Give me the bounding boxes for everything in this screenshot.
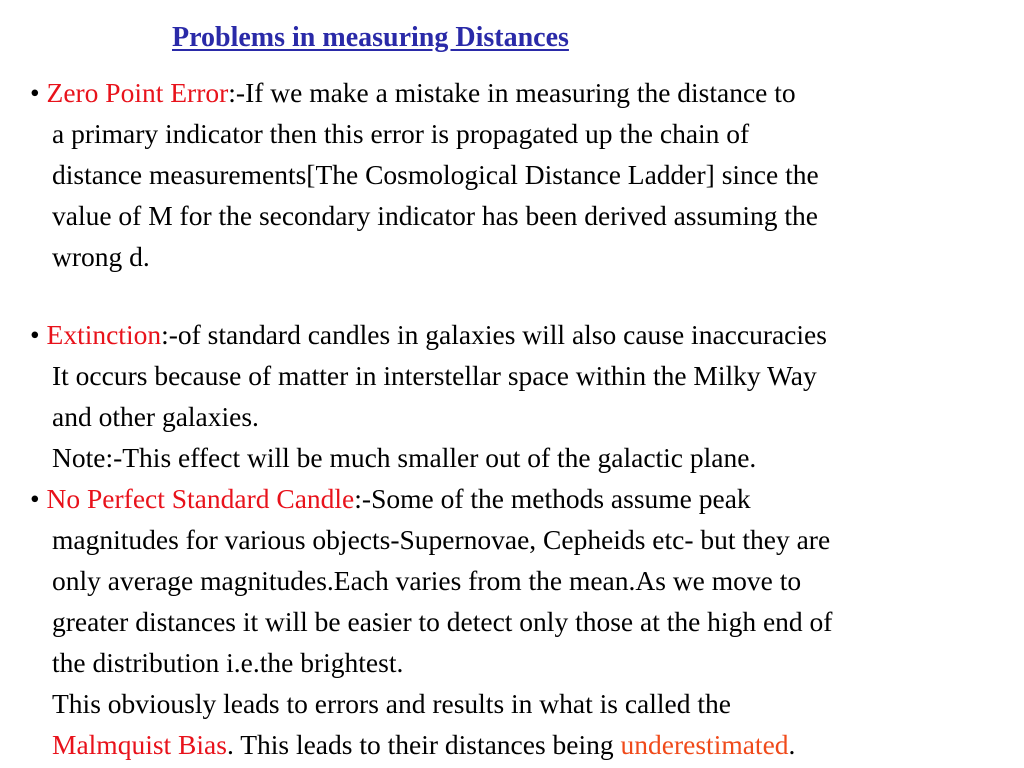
standard-candle-line: greater distances it will be easier to detect only those at the high end of <box>52 606 833 637</box>
zero-point-lead: :-If we make a mistake in measuring the distance to <box>228 77 796 108</box>
standard-candle-line: This obviously leads to errors and results in what is called the <box>52 688 731 719</box>
extinction-lead: :-of standard candles in galaxies will also cause inaccuracies <box>161 319 827 350</box>
standard-candle-line: only average magnitudes.Each varies from the mean.As we move to <box>52 565 802 596</box>
extinction-line: It occurs because of matter in interstellar space within the Milky Way <box>52 360 817 391</box>
bullet-glyph: • <box>30 319 40 350</box>
bullet-glyph: • <box>30 483 40 514</box>
page-title: Problems in measuring Distances <box>172 22 569 53</box>
zero-point-line: wrong d. <box>52 241 150 272</box>
standard-candle-line: magnitudes for various objects-Supernovae, Cepheids etc- but they are <box>52 524 831 555</box>
zero-point-term: Zero Point Error <box>46 77 229 108</box>
standard-candle-bullet <box>30 478 751 519</box>
zero-point-line: distance measurements[The Cosmological Distance Ladder] since the <box>52 159 819 190</box>
malmquist-end: . <box>788 729 796 760</box>
extinction-note: Note:-This effect will be much smaller out of the galactic plane. <box>52 442 757 473</box>
malmquist-line <box>52 724 795 765</box>
standard-candle-lead: :-Some of the methods assume peak <box>354 483 751 514</box>
extinction-bullet <box>30 314 827 355</box>
extinction-term: Extinction <box>46 319 162 350</box>
extinction-line: and other galaxies. <box>52 401 259 432</box>
zero-point-bullet <box>30 72 796 113</box>
standard-candle-line: the distribution i.e.the brightest. <box>52 647 404 678</box>
standard-candle-term: No Perfect Standard Candle <box>46 483 355 514</box>
malmquist-term: Malmquist Bias <box>52 729 227 760</box>
zero-point-line: a primary indicator then this error is propagated up the chain of <box>52 118 750 149</box>
zero-point-line: value of M for the secondary indicator has been derived assuming the <box>52 200 818 231</box>
malmquist-text: . This leads to their distances being <box>226 729 621 760</box>
bullet-glyph: • <box>30 77 40 108</box>
underestimated-term: underestimated <box>620 729 789 760</box>
